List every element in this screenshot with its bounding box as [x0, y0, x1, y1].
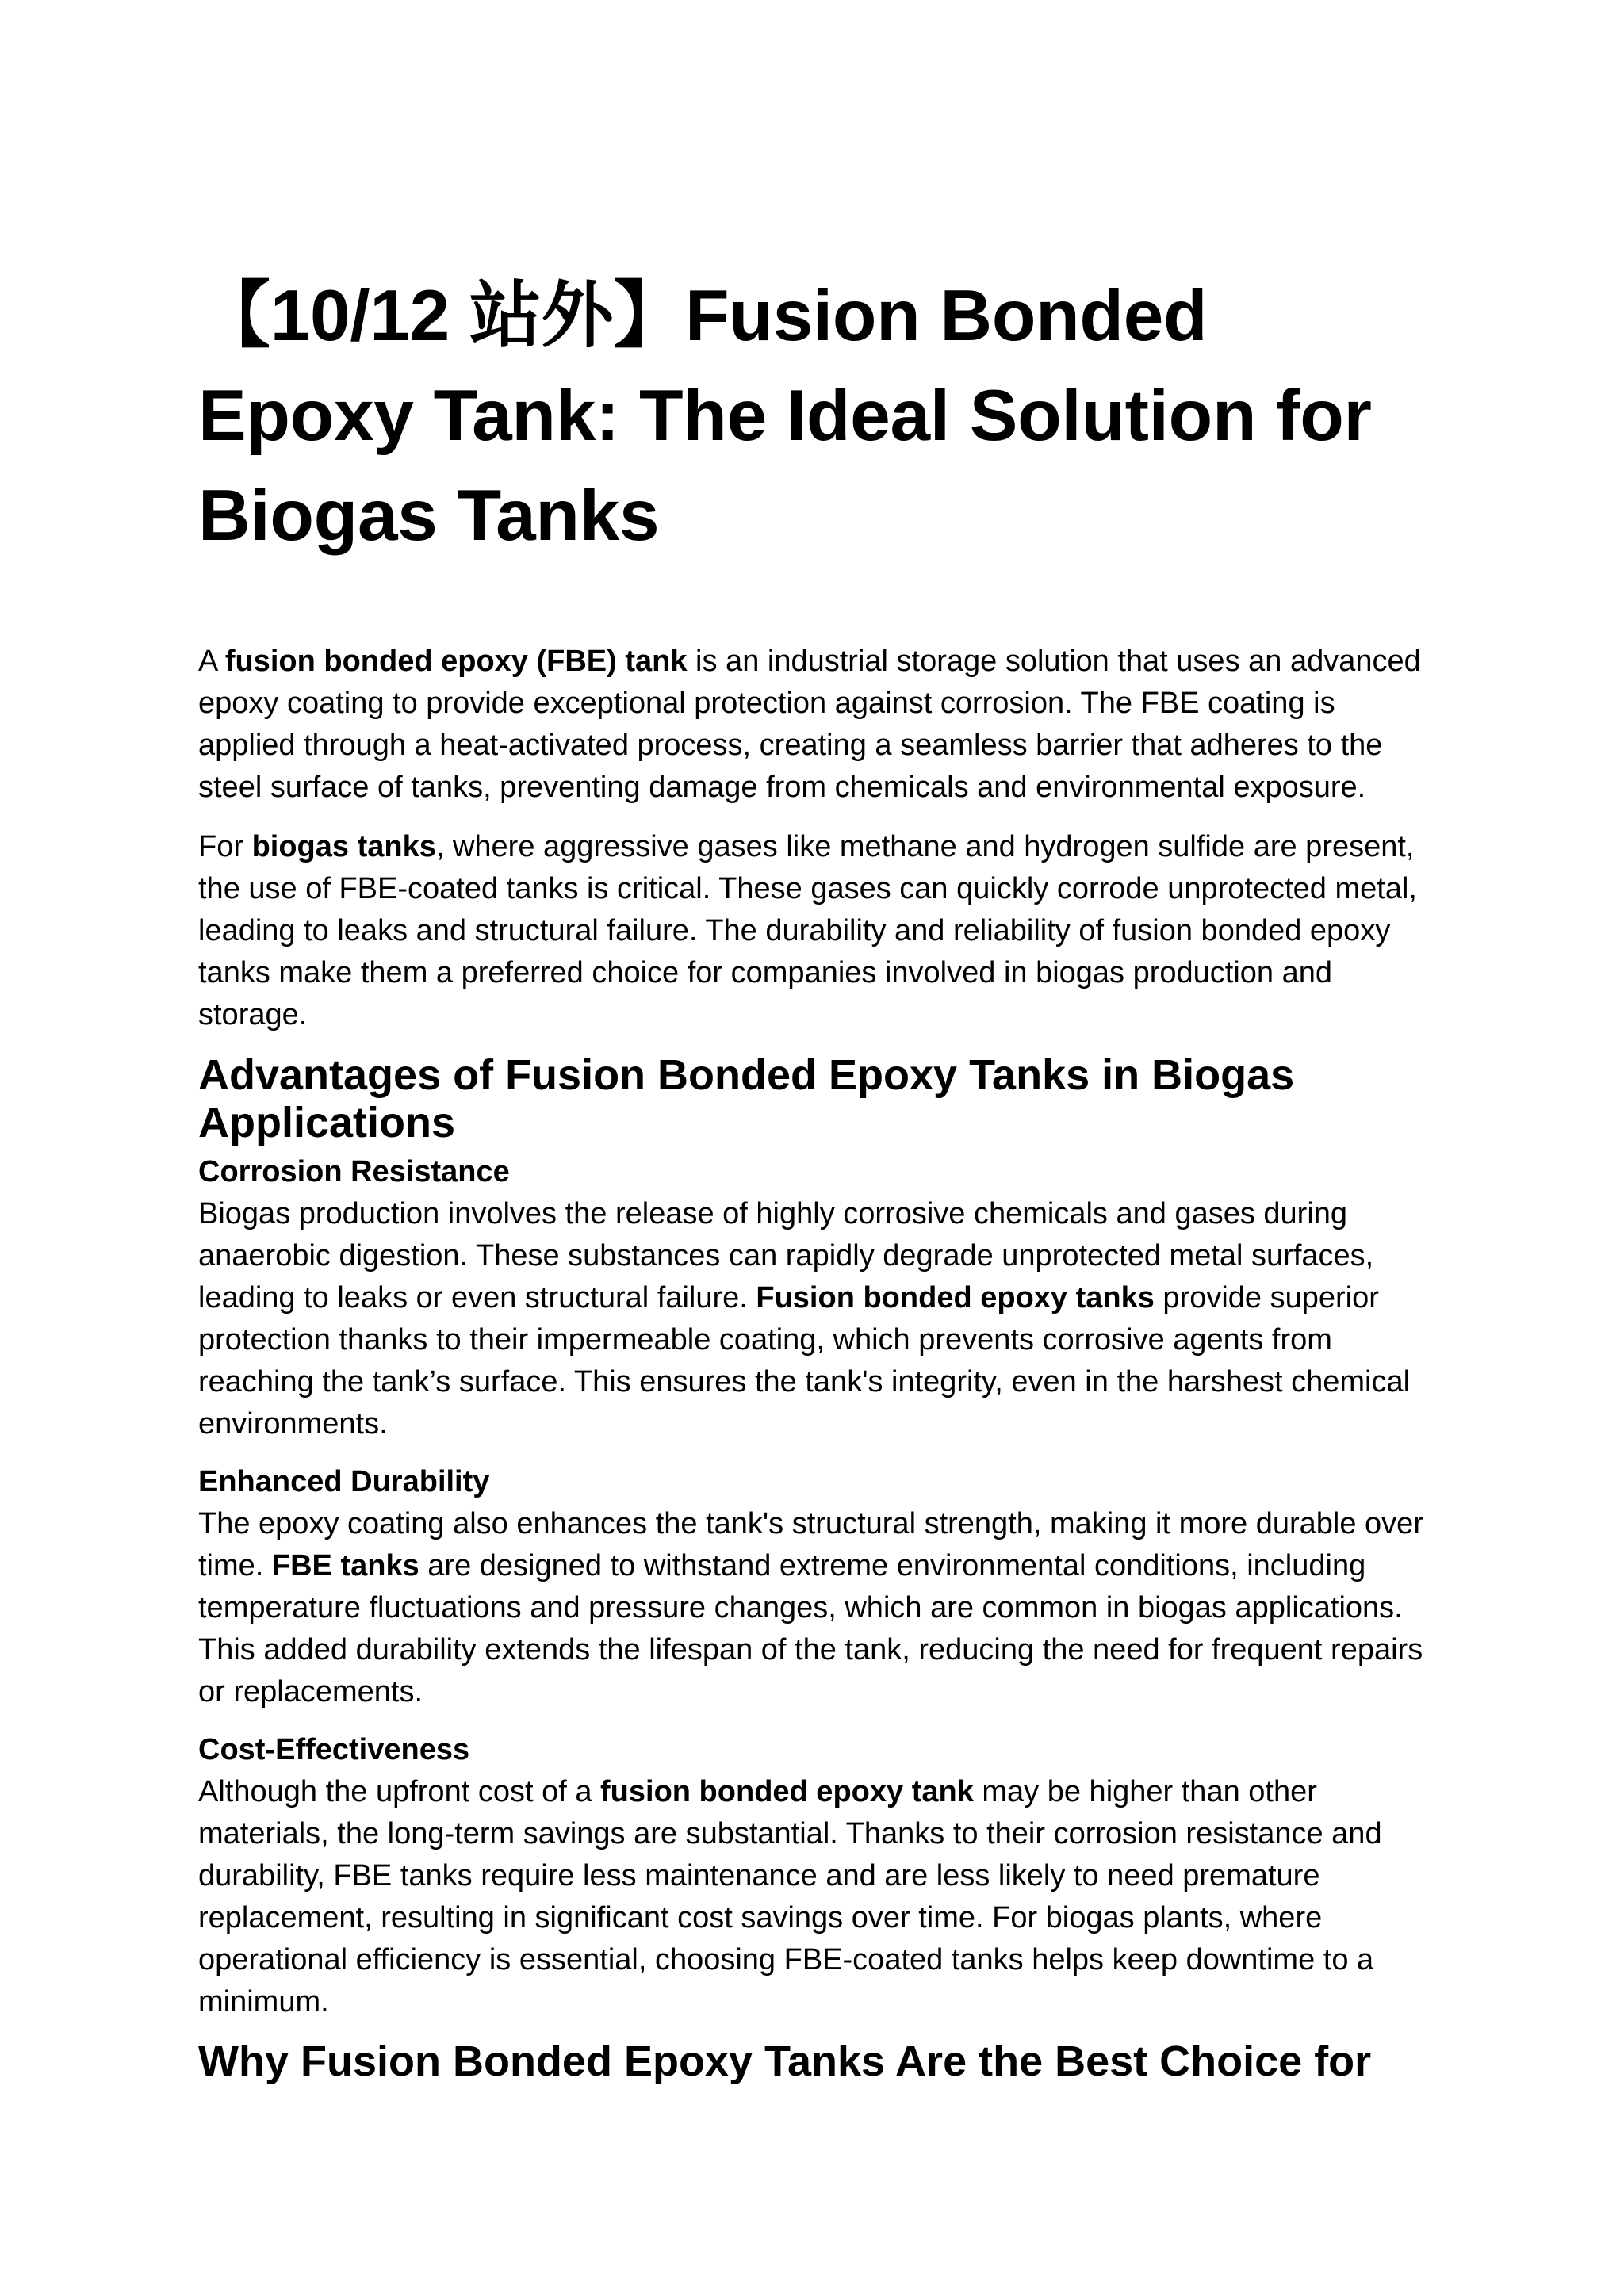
text-run: may be higher than other materials, the long-term savings are substantial. Thanks to their corrosion resistance and durability, FBE tanks require less maintenance and are less likely to need premature replacement, resulting in significant cost savings over time. For biogas plants, where operational efficiency is essential, choosing FBE-coated tanks helps keep downtime to a minimum.: [198, 1775, 1382, 2019]
subheading-cost-effectiveness: Cost-Effectiveness: [198, 1733, 470, 1766]
paragraph-corrosion-resistance: [198, 1193, 1435, 1445]
subheading-corrosion-resistance: Corrosion Resistance: [198, 1155, 510, 1188]
text-run: Although the upfront cost of a: [198, 1775, 601, 1808]
intro-paragraph-fbe: [198, 641, 1435, 809]
text-run: For: [198, 830, 252, 863]
bold-term: biogas tanks: [251, 830, 436, 863]
bold-term: fusion bonded epoxy (FBE) tank: [224, 645, 688, 678]
section-heading-why-best-choice: Why Fusion Bonded Epoxy Tanks Are the Best Choice for: [198, 2038, 1372, 2085]
document-title: 【10/12 站外】Fusion Bonded Epoxy Tank: The Ideal Solution for Biogas Tanks: [198, 276, 1372, 556]
section-heading-advantages: Advantages of Fusion Bonded Epoxy Tanks in Biogas Applications: [198, 1051, 1295, 1146]
text-run: provide superior protection thanks to their impermeable coating, which prevents corrosive agents from reaching the tank’s surface. This ensures the tank's integrity, even in the harshest chemical environments.: [198, 1281, 1411, 1441]
paragraph-cost-effectiveness: [198, 1771, 1435, 2023]
paragraph-enhanced-durability: [198, 1503, 1435, 1713]
bold-term: Fusion bonded epoxy tanks: [756, 1281, 1155, 1314]
bold-term: fusion bonded epoxy tank: [600, 1775, 974, 1808]
text-run: The epoxy coating also enhances the tank's structural strength, making it more durable over time.: [198, 1507, 1423, 1582]
text-run: , where aggressive gases like methane and hydrogen sulfide are present, the use of FBE-coated tanks is critical. These gases can quickly corrode unprotected metal, leading to leaks and structural failure. The durability and reliability of fusion bonded epoxy tanks make them a preferred choice for companies involved in biogas production and storage.: [198, 830, 1417, 1031]
text-run: A: [198, 645, 225, 678]
document-page: [198, 266, 1435, 2085]
text-run: are designed to withstand extreme environmental conditions, including temperature fluctuations and pressure changes, which are common in biogas applications. This added durability extends the lifespan of the tank, reducing the need for frequent repairs or replacements.: [198, 1549, 1423, 1709]
text-run: Biogas production involves the release of highly corrosive chemicals and gases during anaerobic digestion. These substances can rapidly degrade unprotected metal surfaces, leading to leaks or even structural failure.: [198, 1197, 1374, 1314]
subheading-enhanced-durability: Enhanced Durability: [198, 1465, 490, 1498]
bold-term: FBE tanks: [271, 1549, 419, 1582]
text-run: is an industrial storage solution that uses an advanced epoxy coating to provide exceptional protection against corrosion. The FBE coating is applied through a heat-activated process, creating a seamless barrier that adheres to the steel surface of tanks, preventing damage from chemicals and environmental exposure.: [198, 645, 1421, 804]
intro-paragraph-biogas: [198, 826, 1435, 1036]
